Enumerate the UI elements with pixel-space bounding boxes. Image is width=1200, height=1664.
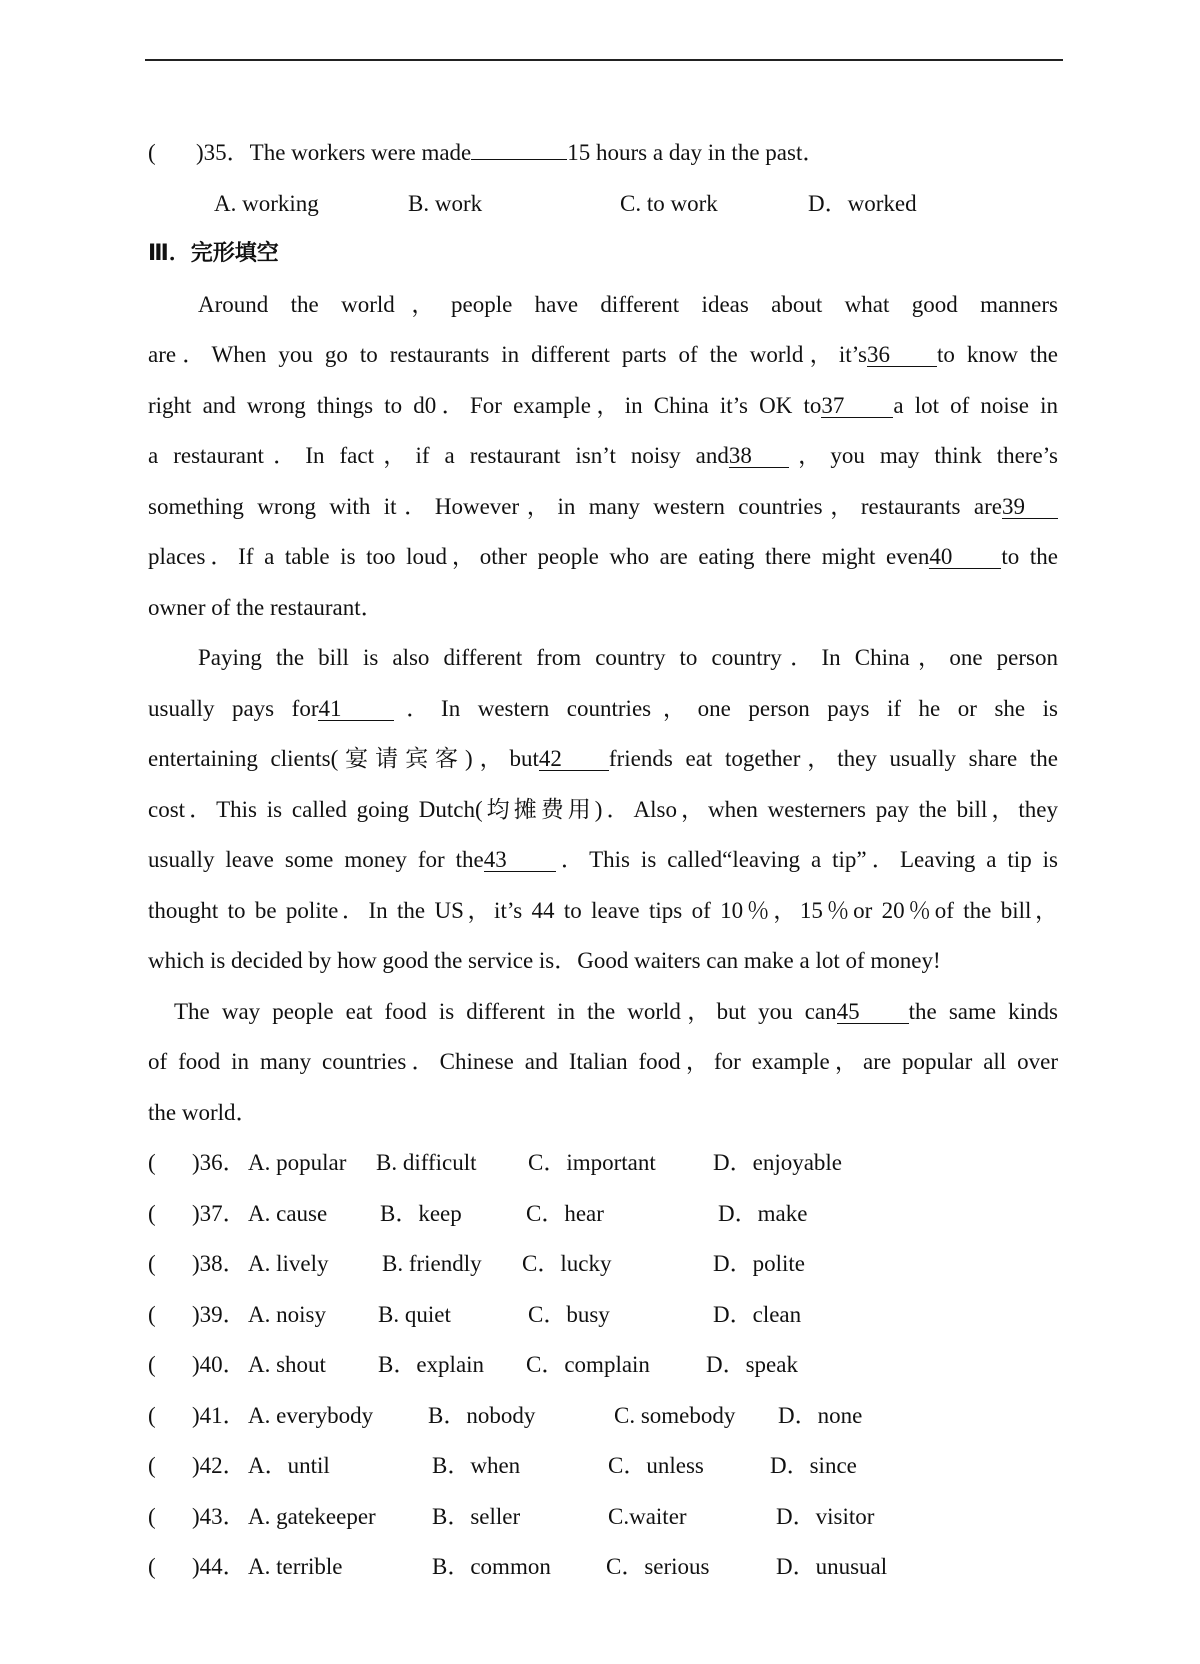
passage-line: [148, 936, 1058, 987]
passage-line: [148, 886, 1058, 937]
option-d: D．clean: [713, 1301, 802, 1327]
passage-text: usually pays for: [148, 695, 319, 721]
passage-line: [148, 532, 1058, 583]
cloze-passage: [148, 280, 1058, 1139]
option-c: C. somebody: [614, 1402, 736, 1428]
answer-paren: (: [148, 1200, 156, 1226]
question-number: )38．: [192, 1251, 246, 1276]
question-row: [148, 1239, 1058, 1290]
passage-text: a restaurant．In fact，if a restaurant isn’t noisy and: [148, 443, 729, 468]
option-d: D．visitor: [776, 1503, 875, 1529]
option-c: C.waiter: [608, 1503, 687, 1529]
cloze-blank-40: 40: [929, 546, 1001, 569]
answer-paren: (: [148, 1301, 156, 1327]
cloze-blank-42: 42: [539, 748, 609, 771]
passage-text: thought to be polite．In the US，it’s 44 to leave tips of 10％，15％or 20％of the bill，: [148, 897, 1058, 923]
option-c: C．unless: [608, 1453, 704, 1478]
question-number: )39．: [192, 1301, 246, 1327]
option-d: D．unusual: [776, 1554, 888, 1579]
option-d: D．speak: [706, 1352, 798, 1377]
passage-text: owner of the restaurant．: [148, 594, 384, 620]
header-rule: [145, 59, 1063, 61]
passage-text: Paying the bill is also different from country to country．In China，one person: [198, 645, 1058, 670]
option-d: D．polite: [713, 1251, 805, 1276]
option-a: A. gatekeeper: [248, 1503, 376, 1529]
cloze-blank-39: 39: [1002, 496, 1058, 519]
section-title: Ⅲ．完形填空: [148, 241, 279, 266]
question-row: [148, 1542, 1058, 1593]
answer-paren: (: [148, 1251, 156, 1276]
passage-text: friends eat together，they usually share the: [608, 746, 1058, 771]
question-number: )36．: [192, 1150, 246, 1175]
passage-text: to the: [1001, 544, 1058, 569]
option-c: C. to work: [620, 190, 718, 216]
question-number: )43．: [192, 1503, 246, 1529]
question-35-options: [148, 179, 1058, 230]
passage-line: [148, 431, 1058, 482]
option-b: B．when: [432, 1453, 521, 1478]
passage-text: places．If a table is too loud，other people who are eating there might even: [148, 544, 930, 569]
option-a: A. working: [214, 190, 319, 216]
passage-text: which is decided by how good the service is．Good waiters can make a lot of money!: [148, 948, 941, 973]
passage-line: [148, 381, 1058, 432]
option-b: B．nobody: [428, 1402, 536, 1428]
option-c: C．important: [528, 1150, 656, 1175]
answer-blank: [471, 137, 567, 160]
option-a: A. cause: [248, 1200, 328, 1226]
answer-paren: (: [148, 1503, 156, 1529]
passage-text: ．This is called“leaving a tip”．Leaving a tip is: [555, 847, 1058, 872]
cloze-blank-45: 45: [837, 1001, 909, 1024]
option-a: A. terrible: [248, 1554, 343, 1579]
passage-text: a lot of noise in: [893, 392, 1058, 418]
option-c: C．serious: [606, 1554, 710, 1579]
cloze-blank-36: 36: [867, 344, 937, 367]
passage-text: are．When you go to restaurants in different parts of the world，it’s: [148, 342, 867, 367]
option-b: B. quiet: [378, 1301, 451, 1327]
option-c: C．complain: [526, 1352, 650, 1377]
question-text: 15 hours a day in the past．: [567, 140, 826, 165]
passage-text: something wrong with it．However，in many western countries，restaurants are: [148, 493, 1002, 519]
passage-text: the same kinds: [908, 998, 1059, 1024]
cloze-blank-37: 37: [821, 395, 893, 418]
passage-text: usually leave some money for the: [148, 847, 484, 872]
option-a: A. noisy: [248, 1301, 326, 1327]
answer-paren: (: [148, 1150, 156, 1175]
option-d: D．none: [778, 1402, 863, 1428]
option-c: C．hear: [526, 1200, 604, 1226]
question-row: [148, 1391, 1058, 1442]
passage-text: Around the world，people have different ideas about what good manners: [198, 291, 1058, 317]
option-b: B. friendly: [382, 1251, 482, 1276]
option-a: A. lively: [248, 1251, 329, 1276]
passage-line: [148, 1037, 1058, 1088]
passage-line: [148, 835, 1058, 886]
question-row: [148, 1441, 1058, 1492]
passage-line: [148, 583, 1058, 634]
option-a: A. everybody: [248, 1402, 374, 1428]
answer-paren: (: [148, 140, 156, 165]
question-number: )44．: [192, 1554, 246, 1579]
passage-text: The way people eat food is different in the world，but you can: [174, 998, 837, 1024]
cloze-blank-41: 41: [318, 698, 394, 721]
passage-line: [148, 1088, 1058, 1139]
passage-line: [148, 482, 1058, 533]
cloze-blank-38: 38: [729, 445, 789, 468]
question-text: The workers were made: [249, 140, 472, 165]
answer-paren: (: [148, 1352, 156, 1377]
option-b: B. difficult: [376, 1150, 477, 1175]
question-number: )42．: [192, 1453, 246, 1478]
passage-line: [148, 987, 1058, 1038]
passage-text: ，you may think there’s: [788, 443, 1058, 468]
answer-paren: (: [148, 1453, 156, 1478]
question-row: [148, 1189, 1058, 1240]
cloze-blank-43: 43: [484, 849, 556, 872]
option-a: A. shout: [248, 1352, 326, 1377]
passage-line: [148, 734, 1058, 785]
option-c: C．busy: [528, 1301, 610, 1327]
option-b: B. work: [408, 190, 483, 216]
option-a: A．until: [248, 1453, 330, 1478]
question-row: [148, 1492, 1058, 1543]
answer-paren: (: [148, 1554, 156, 1579]
passage-text: to know the: [936, 342, 1059, 367]
question-row: [148, 1290, 1058, 1341]
option-d: D．since: [770, 1453, 857, 1478]
passage-text: of food in many countries．Chinese and Italian food，for example，are popular all over: [148, 1049, 1058, 1074]
question-row: [148, 1340, 1058, 1391]
option-b: B．explain: [378, 1352, 485, 1377]
option-c: C．lucky: [522, 1251, 612, 1276]
option-d: D．worked: [808, 190, 917, 216]
question-number: )37．: [192, 1200, 246, 1226]
cloze-questions: [148, 1138, 1058, 1593]
passage-text: ．In western countries，one person pays if he or she is: [394, 695, 1058, 721]
option-d: D．enjoyable: [713, 1150, 843, 1175]
question-35: [148, 128, 1058, 179]
option-b: B．common: [432, 1554, 551, 1579]
option-b: B．keep: [380, 1200, 462, 1226]
passage-line: [148, 330, 1058, 381]
question-number: )41．: [192, 1402, 246, 1428]
passage-line: [148, 785, 1058, 836]
passage-line: [148, 280, 1058, 331]
question-row: [148, 1138, 1058, 1189]
question-number: )40．: [192, 1352, 246, 1377]
option-b: B．seller: [432, 1503, 521, 1529]
passage-line: [148, 684, 1058, 735]
passage-text: cost．This is called going Dutch(均摊费用)．Also，when westerners pay the bill，they: [148, 796, 1058, 822]
passage-text: right and wrong things to d0．For example，in China it’s OK to: [148, 392, 822, 418]
exam-page: [148, 128, 1058, 1593]
passage-text: entertaining clients(宴请宾客)，but: [148, 746, 539, 771]
answer-paren: (: [148, 1402, 156, 1428]
passage-line: [148, 633, 1058, 684]
question-number: )35．: [196, 140, 250, 165]
option-a: A. popular: [248, 1150, 347, 1175]
option-d: D．make: [718, 1200, 808, 1226]
passage-text: the world．: [148, 1099, 259, 1125]
